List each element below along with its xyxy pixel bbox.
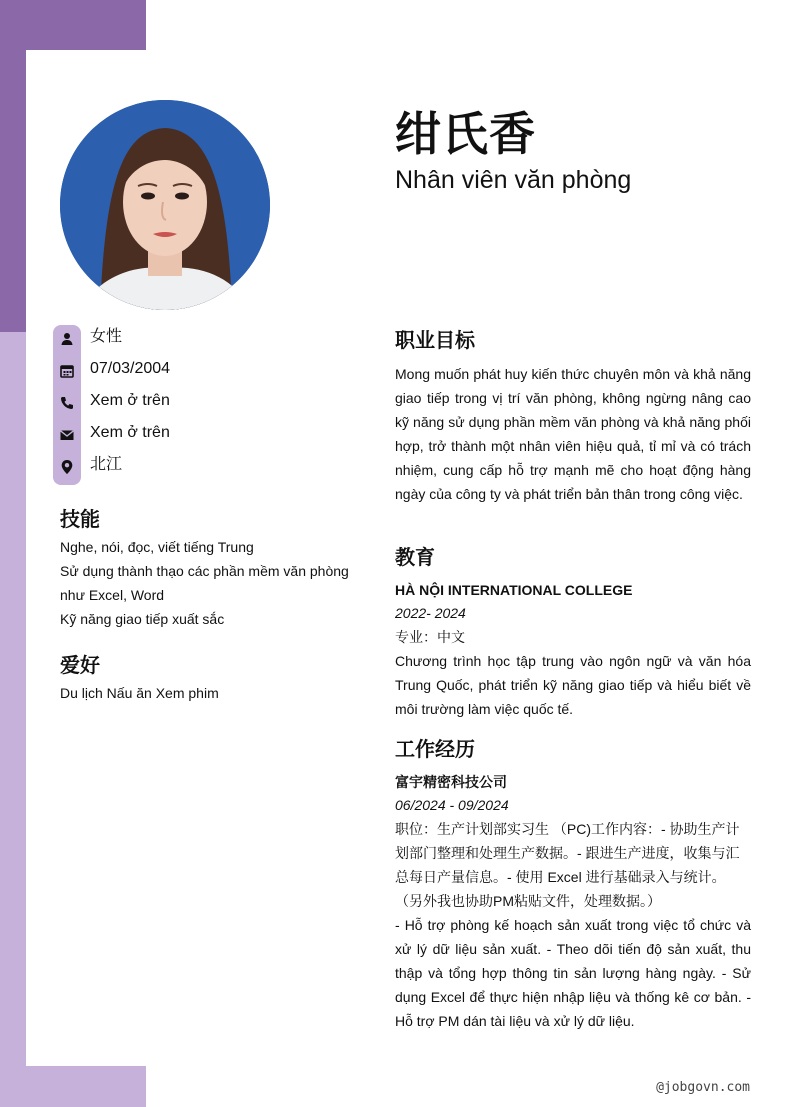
education-major: 专业：中文 bbox=[395, 629, 465, 645]
skills-list bbox=[60, 535, 360, 631]
contact-birthdate-text: 07/03/2004 bbox=[90, 360, 171, 377]
contact-phone bbox=[53, 389, 333, 421]
decor-bottom-bar bbox=[0, 1066, 146, 1107]
education-period: 2022- 2024 bbox=[395, 605, 466, 621]
experience-line-cn: 总每日产量信息。- 使用 Excel 进行基础录入与统计。 bbox=[395, 869, 726, 885]
experience-company: 富宇精密科技公司 bbox=[395, 774, 507, 790]
calendar-icon bbox=[59, 363, 75, 379]
experience-section bbox=[395, 737, 751, 1033]
skill-item: Kỹ năng giao tiếp xuất sắc bbox=[60, 611, 225, 627]
contact-list bbox=[53, 325, 333, 485]
experience-line-cn: 划部门整理和处理生产数据。- 跟进生产进度，收集与汇 bbox=[395, 845, 740, 861]
contact-email-text: Xem ở trên bbox=[90, 424, 170, 441]
candidate-name: 绀氏香 bbox=[395, 107, 536, 161]
decor-left-bar-light bbox=[0, 332, 26, 1107]
skill-item: Nghe, nói, đọc, viết tiếng Trung bbox=[60, 539, 254, 555]
skills-title: 技能 bbox=[60, 509, 100, 531]
person-icon bbox=[59, 331, 75, 347]
contact-address-text: 北江 bbox=[90, 456, 123, 473]
experience-line-cn: 职位：生产计划部实习生 （PC)工作内容：- 协助生产计 bbox=[395, 821, 740, 837]
education-description: Chương trình học tập trung vào ngôn ngữ và văn hóa Trung Quốc, phát triển kỹ năng giao tiếp và hiểu biết về môi trường làm việc quốc tế. bbox=[395, 653, 751, 717]
location-pin-icon bbox=[59, 459, 75, 475]
contact-phone-text: Xem ở trên bbox=[90, 392, 170, 409]
skill-item: Sử dụng thành thạo các phần mềm văn phòng bbox=[60, 563, 349, 579]
hobbies-title: 爱好 bbox=[60, 655, 100, 677]
experience-description-vi: - Hỗ trợ phòng kế hoạch sản xuất trong việc tổ chức và xử lý dữ liệu sản xuất. - Theo dõi tiến độ sản xuất, thu thập và tổng hợp thông tin sản lượng hàng ngày. - Sử dụng Excel để thực hiện nhập liệu và thống kê cơ bản. - Hỗ trợ PM dán tài liệu và xử lý dữ liệu. bbox=[395, 917, 751, 1029]
profile-photo bbox=[60, 100, 270, 310]
mail-icon bbox=[59, 427, 75, 443]
decor-left-bar-dark bbox=[0, 0, 26, 332]
objective-title: 职业目标 bbox=[395, 330, 475, 352]
footer-brand: @jobgovn.com bbox=[656, 1080, 750, 1095]
contact-gender-text: 女性 bbox=[90, 328, 123, 345]
phone-icon bbox=[59, 395, 75, 411]
experience-title: 工作经历 bbox=[395, 739, 475, 761]
experience-line-cn: （另外我也协助PM粘贴文件，处理数据。） bbox=[395, 893, 661, 909]
contact-birthdate bbox=[53, 357, 333, 389]
skill-item: như Excel, Word bbox=[60, 587, 165, 603]
objective-section bbox=[395, 328, 751, 506]
contact-email bbox=[53, 421, 333, 453]
hobbies-text: Du lịch Nấu ăn Xem phim bbox=[60, 685, 219, 701]
candidate-job-title: Nhân viên văn phòng bbox=[395, 166, 632, 194]
contact-address bbox=[53, 453, 333, 485]
objective-text: Mong muốn phát huy kiến thức chuyên môn và khả năng giao tiếp trong vị trí văn phòng, không ngừng nâng cao kỹ năng sử dụng phần mềm văn phòng và khả năng phối hợp, trở thành một nhân viên hiệu quả, tỉ mỉ và có trách nhiệm, cung cấp hỗ trợ mạnh mẽ cho hoạt động hàng ngày của công ty và phát triển bản thân trong công việc. bbox=[395, 366, 751, 502]
education-title: 教育 bbox=[395, 547, 435, 569]
contact-gender bbox=[53, 325, 333, 357]
experience-period: 06/2024 - 09/2024 bbox=[395, 797, 509, 813]
education-section bbox=[395, 545, 751, 721]
education-school: HÀ NỘI INTERNATIONAL COLLEGE bbox=[395, 582, 633, 598]
